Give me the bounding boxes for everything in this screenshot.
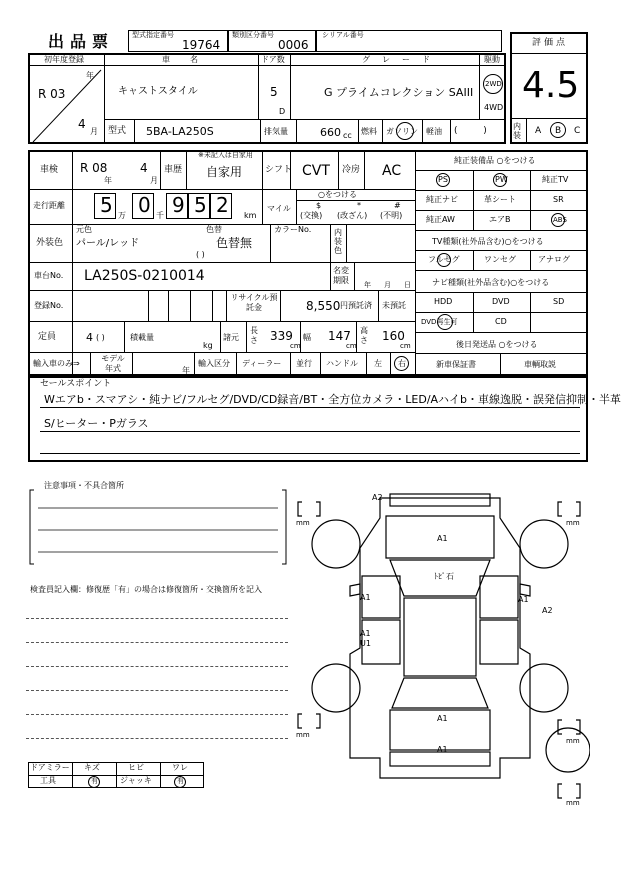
recycle-value: 8,550 [306, 299, 341, 313]
damage-mark-left-rear-door: A1 [360, 629, 371, 638]
mileage-label: 走行距離 [33, 201, 65, 210]
handle-label: ハンドル [326, 359, 358, 368]
tool-label: 工具 [40, 776, 56, 785]
tv-type-title: TV種類(社外品含む)○をつける [432, 237, 544, 246]
later-shipment-title: 後日発送品 ○をつける [456, 340, 538, 349]
shift-label: シフト [265, 165, 293, 175]
import-type-label: 輸入区分 [198, 359, 230, 368]
mileage-digit-5: 2 [216, 193, 229, 217]
standard-equipment-title: 純正装備品 ○をつける [454, 156, 536, 165]
sales-point-label: セールスポイント [40, 379, 112, 389]
interior-grade-a: A [535, 126, 542, 136]
name-change-day: 日 [404, 281, 411, 289]
navi-cd: CD [495, 317, 507, 326]
interior-grade-circle [550, 122, 566, 138]
capacity-value: 4 [86, 331, 93, 344]
damage-mark-left-rear-door-2: U1 [360, 639, 371, 648]
navi-hdd: HDD [434, 297, 453, 306]
orig-color: パール/レッド [76, 238, 140, 249]
jack-label: ジャッキ [120, 776, 152, 785]
sales-point-line1: Wエアb・スマアシ・純ナビ/フルセグ/DVD/CD録音/BT・全方位カメラ・LED/Aハイb・車線逸脱・誤発信抑制・半革 [44, 393, 622, 406]
tv-analog: アナログ [538, 255, 570, 264]
load-unit: kg [203, 341, 213, 350]
history-label: 車歴 [164, 165, 183, 175]
mileage-unit-sen: 千 [156, 211, 164, 220]
mm-label-spare: mm [566, 737, 580, 745]
model-year-label: モデル年式 [101, 354, 125, 373]
mileage-digit-4: 5 [194, 193, 207, 217]
color-change: 色替無 [216, 236, 253, 250]
history-note: ※未記入は自家用 [198, 151, 253, 159]
category-number-label: 類別区分番号 [232, 31, 274, 39]
ac-label: 冷房 [342, 165, 361, 175]
shift-value: CVT [302, 163, 330, 179]
equip-ps-circle [436, 173, 450, 187]
width-value: 147 [328, 329, 351, 343]
import-parallel: 並行 [296, 359, 312, 368]
mileage-opt3: (不明) [380, 211, 403, 220]
mileage-opt1-sym: $ [316, 201, 322, 210]
equip-airbag: エアB [489, 215, 511, 224]
mileage-circle-note: ○をつける [318, 190, 357, 199]
inspection-month-mark: 月 [150, 176, 158, 185]
mirror-col-break: ワレ [172, 763, 188, 772]
car-name-label: 車名 [162, 55, 218, 64]
damage-mark-windshield: ﾄﾋﾟ石 [434, 572, 454, 581]
doors-value: 5 [270, 85, 278, 99]
interior-label: 内装 [513, 122, 521, 140]
history-value: 自家用 [206, 165, 243, 179]
chassis-value: LA250S-0210014 [84, 268, 205, 284]
recycle-label: リサイクル預託金 [230, 293, 278, 312]
interior-color-label: 内装色 [334, 228, 342, 255]
notes-bracket [28, 486, 290, 568]
tv-fullseg: フルセグ [428, 255, 460, 264]
registration-label: 登録No. [34, 301, 64, 310]
equip-pw-circle [493, 173, 507, 187]
interior-grade-b: B [555, 126, 562, 136]
orig-color-label: 元色 [76, 225, 92, 234]
length-unit: cm [290, 342, 301, 350]
equip-navi: 純正ナビ [426, 195, 458, 204]
first-reg-era: R 03 [38, 87, 66, 101]
grade-label: グレード [362, 55, 442, 64]
color-label: 外装色 [36, 238, 64, 248]
inspection-value: R 08 [80, 161, 108, 175]
mileage-opt1: (交換) [300, 211, 323, 220]
mileage-opt2-sym: * [357, 201, 361, 210]
equip-leather: 革シート [484, 195, 516, 204]
length-label: 長さ [250, 326, 258, 345]
width-label: 幅 [303, 333, 311, 342]
inspection-month: 4 [140, 161, 148, 175]
dimensions-label: 諸元 [223, 333, 239, 342]
model-value: 5BA-LA250S [146, 125, 214, 138]
equip-ps: PS [438, 175, 448, 184]
handle-right: 右 [398, 359, 406, 368]
equip-sr: SR [553, 195, 564, 204]
inspection-year-mark: 年 [104, 176, 112, 185]
navi-sd: SD [553, 297, 565, 306]
damage-mark-rear-bumper: A1 [437, 745, 448, 754]
chassis-label: 車台No. [34, 271, 64, 280]
mileage-opt2: (改ざん) [337, 211, 368, 220]
mileage-unit-man: 万 [118, 211, 126, 220]
model-year-unit: 年 [182, 366, 190, 375]
first-reg-year-mark: 年 [86, 71, 94, 80]
later-manual: 車輌取説 [524, 360, 556, 369]
mileage-digit-1: 5 [100, 193, 113, 217]
mm-label-fr: mm [566, 519, 580, 527]
damage-mark-bumper-front: A2 [372, 493, 383, 502]
equip-abs-circle [551, 213, 565, 227]
mileage-digit-2: 0 [138, 193, 151, 217]
fuel-gasoline: ガソリン [386, 127, 418, 136]
drive-4wd: 4WD [484, 103, 504, 112]
height-label: 高さ [360, 326, 368, 345]
notes-title: 注意事項・不具合箇所 [44, 481, 124, 490]
mm-label-extra: mm [566, 799, 580, 807]
width-unit: cm [346, 342, 357, 350]
handle-left: 左 [374, 359, 382, 368]
equip-aw: 純正AW [426, 215, 455, 224]
fuel-label: 燃料 [361, 127, 377, 136]
navi-dvd-playable: DVD再生可 [421, 318, 458, 326]
interior-grade-c: C [574, 126, 581, 136]
displacement-label: 排気量 [264, 127, 288, 136]
damage-mark-left-front-door: A1 [360, 593, 371, 602]
name-change-month: 月 [384, 281, 391, 289]
handle-right-circle [394, 356, 409, 371]
tool-present: 有 [91, 777, 98, 785]
drive-2wd: 2WD [485, 80, 502, 88]
equip-pw: PW [495, 175, 508, 184]
category-number: 0006 [278, 38, 309, 52]
tv-oneseg: ワンセグ [484, 255, 516, 264]
height-unit: cm [400, 342, 411, 350]
displacement-value: 660 [320, 126, 341, 139]
serial-label: シリアル番号 [322, 31, 364, 39]
load-label: 積載量 [130, 333, 154, 342]
inspector-note: 検査員記入欄：修復歴「有」の場合は修復箇所・交換箇所を記入 [30, 585, 262, 594]
first-reg-label: 初年度登録 [44, 55, 84, 64]
mm-label-fl: mm [296, 519, 310, 527]
color-change-label: 色替 [206, 225, 222, 234]
mirror-col-crack: ヒビ [128, 763, 144, 772]
ac-value: AC [382, 163, 402, 179]
navi-dvd: DVD [492, 297, 510, 306]
color-change-paren: ( ) [196, 250, 205, 259]
navi-dvd-playable-circle [437, 314, 453, 330]
recycle-status: 円預託済 [340, 301, 372, 310]
doors-label: ドア数 [261, 55, 285, 64]
damage-mark-right-front-door: A1 [518, 595, 529, 604]
equip-abs: ABS [553, 216, 567, 224]
fuel-circle [396, 122, 414, 140]
mm-label-rl: mm [296, 731, 310, 739]
first-reg-month: 4 [78, 117, 86, 131]
fuel-other-paren: ( ) [454, 126, 487, 136]
damage-mark-hood: A1 [437, 534, 448, 543]
import-dealer: ディーラー [242, 359, 282, 368]
mileage-digit-3: 9 [172, 193, 185, 217]
car-name: キャストスタイル [118, 86, 198, 97]
mirror-col-door: ドアミラー [30, 763, 70, 772]
score-value: 4.5 [522, 65, 580, 106]
color-no-label: カラーNo. [274, 225, 312, 234]
tv-fullseg-circle [437, 253, 451, 267]
capacity-label: 定員 [38, 332, 57, 342]
damage-mark-right-side: A2 [542, 606, 553, 615]
name-change-label: 名変期限 [333, 266, 349, 285]
sales-point-line2: S/ヒーター・Pガラス [44, 417, 149, 430]
navi-type-title: ナビ種類(社外品含む)○をつける [432, 278, 550, 287]
type-number-label: 型式指定番号 [132, 31, 174, 39]
score-label: 評価点 [532, 38, 569, 48]
height-value: 160 [382, 329, 405, 343]
type-number: 19764 [182, 38, 221, 52]
jack-present-circle [174, 776, 186, 788]
mileage-mile: マイル [267, 204, 291, 213]
displacement-unit: cc [343, 131, 352, 140]
later-warranty: 新車保証書 [436, 360, 476, 369]
fuel-light-oil: 軽油 [426, 127, 442, 136]
drive-label: 駆動 [484, 55, 500, 64]
inspection-label: 車検 [40, 165, 59, 175]
length-value: 339 [270, 329, 293, 343]
capacity-unit: ( ) [96, 333, 105, 342]
model-label: 型式 [108, 126, 127, 136]
mileage-unit-km: km [244, 211, 257, 220]
door-suffix: D [279, 107, 286, 116]
recycle-unpaid: 未預託 [382, 301, 406, 310]
mileage-opt3-sym: # [394, 201, 401, 210]
first-reg-month-mark: 月 [90, 127, 98, 136]
grade-value: G プライムコレクション SAIII [324, 86, 474, 99]
page-title: 出品票 [48, 32, 115, 51]
tool-present-circle [88, 776, 100, 788]
mirror-col-scratch: キズ [84, 763, 100, 772]
name-change-year: 年 [364, 281, 371, 289]
equip-tv: 純正TV [542, 175, 569, 184]
import-only-label: 輸入車のみ⇒ [33, 359, 80, 368]
jack-present: 有 [177, 777, 184, 785]
damage-mark-trunk: A1 [437, 714, 448, 723]
